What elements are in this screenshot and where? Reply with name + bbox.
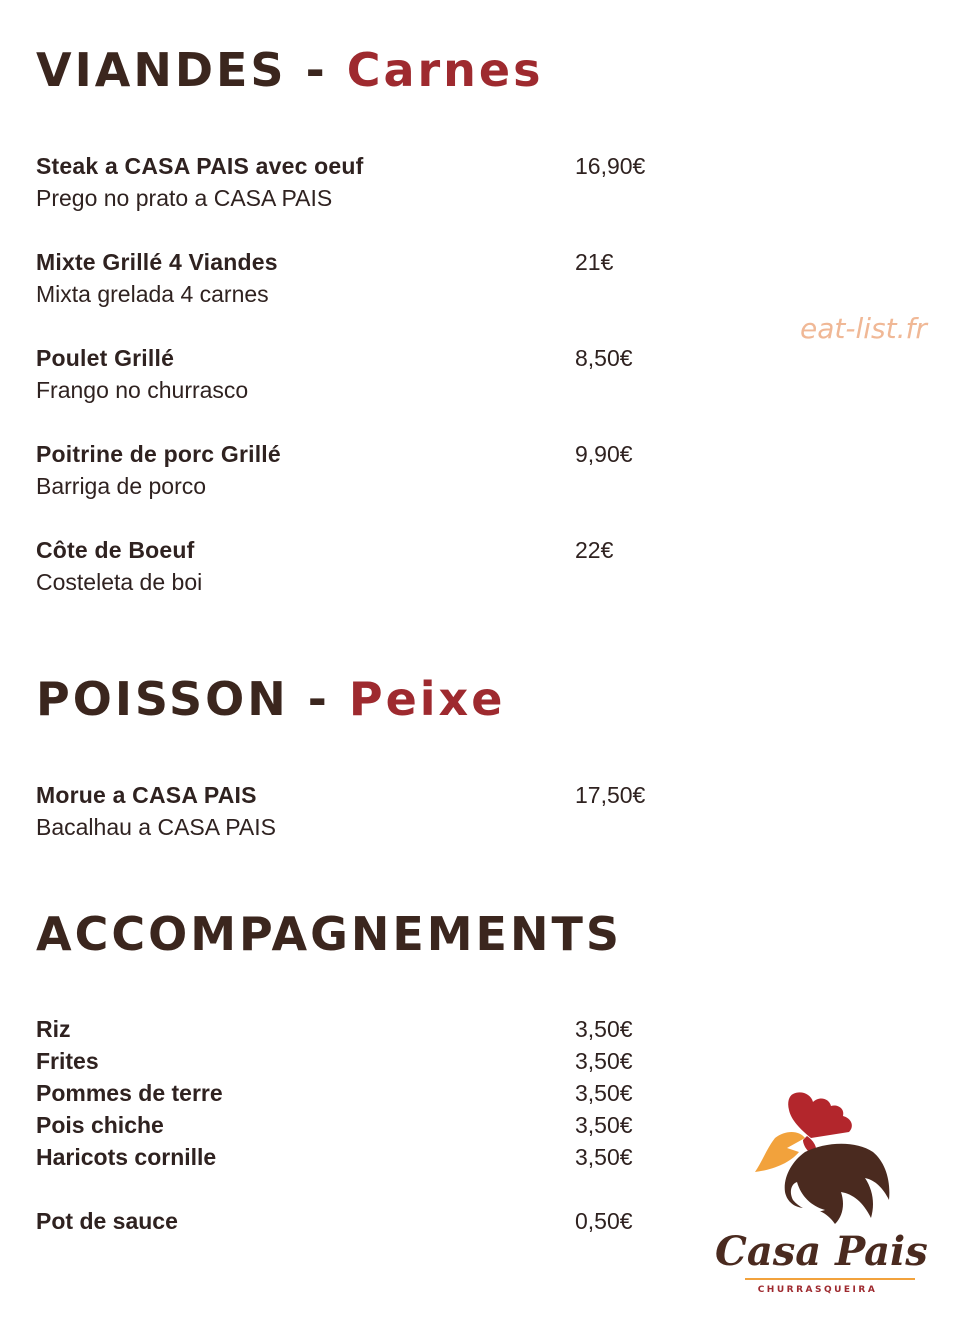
side-item — [36, 1141, 676, 1173]
side-item-price: 3,50€ — [575, 1048, 633, 1074]
menu-item-name-pt: Prego no prato a CASA PAIS — [36, 185, 333, 211]
menu-item — [36, 438, 676, 502]
menu-item — [36, 534, 676, 598]
side-item — [36, 1109, 676, 1141]
side-item-price: 3,50€ — [575, 1016, 633, 1042]
menu-item-name-pt: Barriga de porco — [36, 473, 207, 499]
logo-subtitle: CHURRASQUEIRA — [757, 1285, 878, 1295]
side-item-price: 3,50€ — [575, 1080, 633, 1106]
section-title-viandes — [36, 43, 544, 97]
menu-item-price: 8,50€ — [575, 345, 633, 371]
menu-item — [36, 246, 676, 310]
menu-item — [36, 342, 676, 406]
side-item — [36, 1045, 676, 1077]
section-title-separator: - — [288, 672, 349, 726]
side-item — [36, 1077, 676, 1109]
menu-item-price: 17,50€ — [575, 782, 646, 808]
side-item — [36, 1013, 676, 1045]
menu-item-name-fr: Morue a CASA PAIS — [36, 782, 257, 808]
side-item-name: Pommes de terre — [36, 1080, 223, 1106]
menu-item-name-pt: Costeleta de boi — [36, 569, 203, 595]
logo-underline — [745, 1278, 915, 1280]
side-item-name: Pois chiche — [36, 1112, 164, 1138]
section-title-accent: Carnes — [346, 43, 544, 97]
side-item-name: Pot de sauce — [36, 1208, 178, 1234]
menu-item-price: 9,90€ — [575, 441, 633, 467]
side-item-name: Haricots cornille — [36, 1144, 217, 1170]
side-item-price: 3,50€ — [575, 1112, 633, 1138]
section-title-accompagnements: ACCOMPAGNEMENTS — [36, 907, 622, 961]
menu-item-price: 22€ — [575, 537, 614, 563]
section-title-separator: - — [286, 43, 347, 97]
menu-item-name-pt: Bacalhau a CASA PAIS — [36, 814, 276, 840]
rooster-icon — [715, 1090, 920, 1240]
side-item-price: 0,50€ — [575, 1208, 633, 1234]
menu-item-name-fr: Steak a CASA PAIS avec oeuf — [36, 153, 364, 179]
menu-item — [36, 779, 676, 843]
logo-name: Casa Pais — [715, 1228, 928, 1275]
menu-item-price: 16,90€ — [575, 153, 646, 179]
side-item-name: Riz — [36, 1016, 71, 1042]
side-item-name: Frites — [36, 1048, 99, 1074]
section-title-main: POISSON — [36, 672, 289, 726]
menu-item — [36, 150, 676, 214]
menu-item-name-pt: Mixta grelada 4 carnes — [36, 281, 269, 307]
menu-item-name-fr: Poulet Grillé — [36, 345, 175, 371]
watermark: eat-list.fr — [800, 312, 927, 345]
menu-item-price: 21€ — [575, 249, 614, 275]
section-title-main: VIANDES — [36, 43, 287, 97]
menu-item-name-fr: Poitrine de porc Grillé — [36, 441, 281, 467]
side-item — [36, 1205, 676, 1237]
section-title-accent: Peixe — [348, 672, 506, 726]
brand-logo — [715, 1090, 928, 1305]
menu-item-name-pt: Frango no churrasco — [36, 377, 249, 403]
menu-item-name-fr: Côte de Boeuf — [36, 537, 195, 563]
menu-item-name-fr: Mixte Grillé 4 Viandes — [36, 249, 278, 275]
section-title-poisson — [36, 672, 506, 726]
side-item-price: 3,50€ — [575, 1144, 633, 1170]
